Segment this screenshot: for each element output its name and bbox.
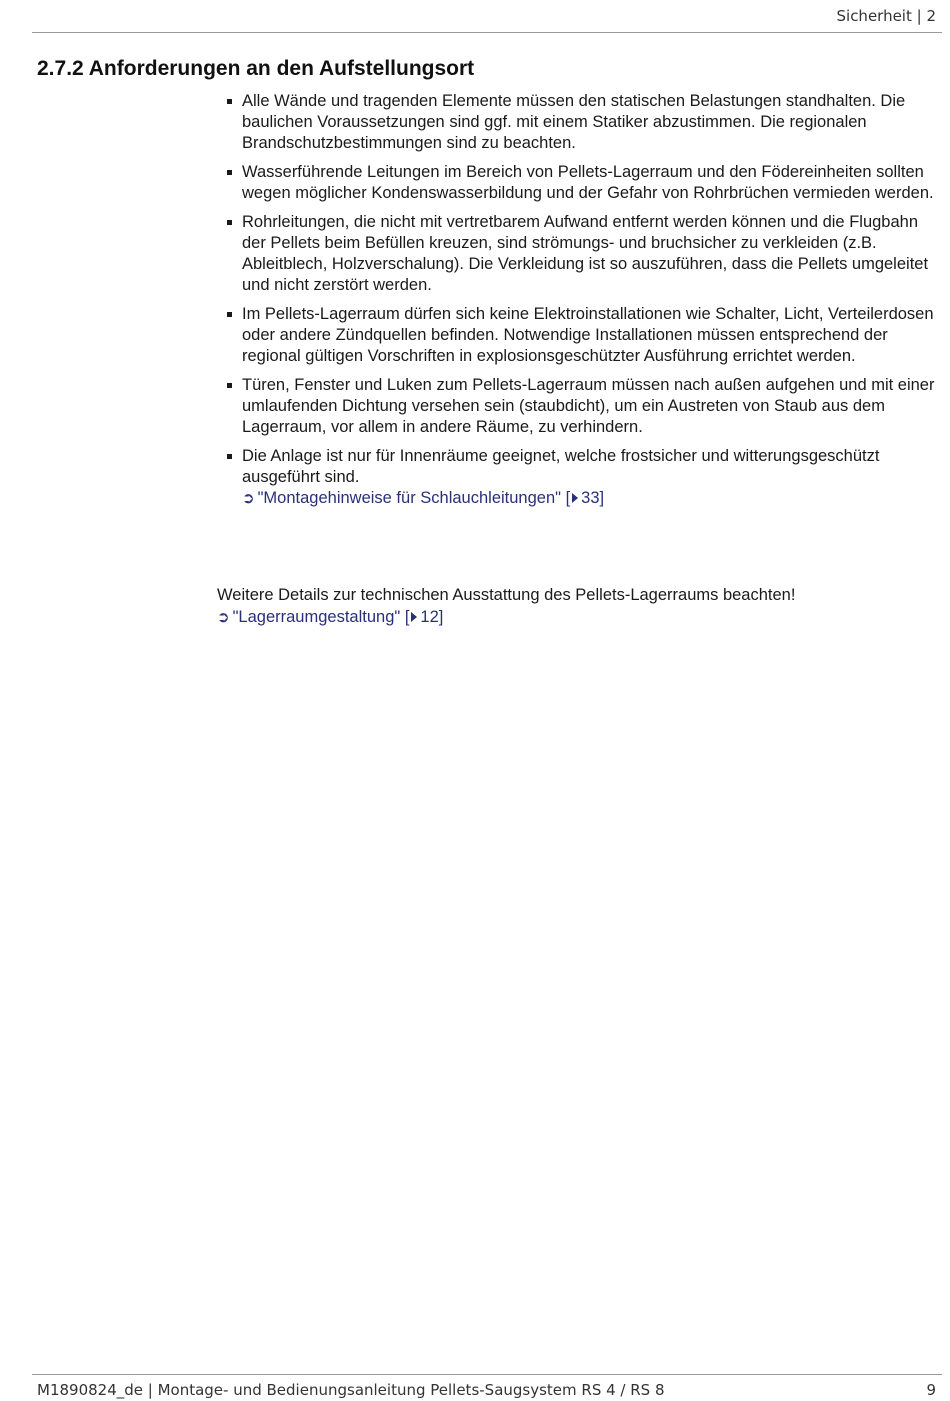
list-item <box>226 162 938 204</box>
page-header-section: Sicherheit | 2 <box>836 7 936 25</box>
footer-document-info: M1890824_de | Montage- und Bedienungsanleitung Pellets-Saugsystem RS 4 / RS 8 <box>37 1381 665 1399</box>
page-pointer-icon <box>411 612 417 622</box>
bullet-square-icon <box>227 383 232 388</box>
reference-arrow-icon: ➲ <box>217 608 230 626</box>
link-page-number: 12] <box>420 608 444 626</box>
details-note <box>217 584 937 628</box>
note-text: Weitere Details zur technischen Ausstattung des Pellets-Lagerraums beachten! <box>217 586 796 604</box>
list-item <box>226 446 938 509</box>
list-item <box>226 375 938 438</box>
page-number: 9 <box>926 1381 936 1399</box>
list-item-text: Alle Wände und tragenden Elemente müssen den statischen Belastungen standhalten. Die baulichen Voraussetzungen sind ggf. mit einem Statiker abzustimmen. Die regionalen Brandschutzbestimmungen sind zu beachten. <box>242 92 906 152</box>
reference-arrow-icon: ➲ <box>242 489 255 507</box>
page-pointer-icon <box>572 493 578 503</box>
bullet-square-icon <box>227 454 232 459</box>
requirements-list <box>226 91 938 517</box>
list-item <box>226 304 938 367</box>
list-item <box>226 212 938 296</box>
link-label: "Montagehinweise für Schlauchleitungen" [ <box>257 489 571 507</box>
list-item-text: Im Pellets-Lagerraum dürfen sich keine Elektroinstallationen wie Schalter, Licht, Verteilerdosen oder andere Zündquellen befinden. Notwendige Installationen müssen entsprechend der regional gültigen Vorschriften in explosionsgeschützter Ausführung errichtet werden. <box>242 305 934 365</box>
cross-reference-link-montagehinweise[interactable] <box>242 488 938 509</box>
bullet-square-icon <box>227 312 232 317</box>
footer-divider <box>32 1374 942 1375</box>
bullet-square-icon <box>227 99 232 104</box>
header-divider <box>32 32 942 33</box>
bullet-square-icon <box>227 220 232 225</box>
link-page-number: 33] <box>581 489 605 507</box>
list-item-text: Die Anlage ist nur für Innenräume geeignet, welche frostsicher und witterungsgeschützt ausgeführt sind. <box>242 447 880 486</box>
section-title: 2.7.2 Anforderungen an den Aufstellungsort <box>37 57 475 80</box>
list-item-text: Rohrleitungen, die nicht mit vertretbarem Aufwand entfernt werden können und die Flugbahn der Pellets beim Befüllen kreuzen, sind strömungs- und bruchsicher zu verkleiden (z.B. Ableitblech, Holzverschalung). Die Verkleidung ist so auszuführen, dass die Pellets umgeleitet und nicht zerstört werden. <box>242 213 929 294</box>
link-label: "Lagerraumgestaltung" [ <box>232 608 410 626</box>
cross-reference-link-lagerraumgestaltung[interactable] <box>217 606 937 628</box>
list-item <box>226 91 938 154</box>
list-item-text: Wasserführende Leitungen im Bereich von Pellets-Lagerraum und den Födereinheiten sollten wegen möglicher Kondenswasserbildung und der Gefahr von Rohrbrüchen vermieden werden. <box>242 163 934 202</box>
list-item-text: Türen, Fenster und Luken zum Pellets-Lagerraum müssen nach außen aufgehen und mit einer umlaufenden Dichtung versehen sein (staubdicht), um ein Austreten von Staub aus dem Lagerraum, vor allem in andere Räume, zu verhindern. <box>242 376 935 436</box>
bullet-square-icon <box>227 170 232 175</box>
